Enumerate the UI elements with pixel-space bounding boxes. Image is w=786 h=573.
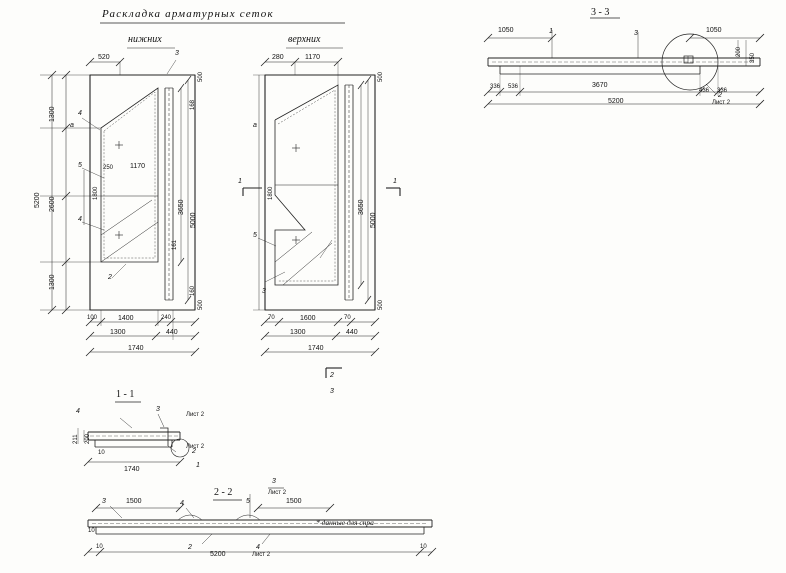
dim-1800b: 1800 xyxy=(268,186,274,200)
dim-5200-sec33: 5200 xyxy=(608,98,624,105)
dim-280: 280 xyxy=(272,54,284,61)
mark-5-left: 5 xyxy=(78,162,82,169)
dim-left-2600: 2600 xyxy=(49,196,56,212)
sheet-ref-sec11-a: Лист 2 xyxy=(186,412,205,418)
mark-2-sec22: 2 xyxy=(188,544,192,551)
dim-1740: 1740 xyxy=(128,345,144,352)
dim-1050b: 1050 xyxy=(706,27,722,34)
subtitle-upper: верхних xyxy=(288,34,321,45)
dim-top-520: 520 xyxy=(98,54,110,61)
mark-a-left: а xyxy=(70,122,74,129)
section-mark-1-left: 1 xyxy=(238,178,242,185)
section22-title: 2 - 2 xyxy=(214,487,233,498)
mark-2-sec33: 2 xyxy=(718,92,722,99)
mark-4-sec22: 4 xyxy=(180,500,184,507)
dim-70a: 70 xyxy=(268,315,275,321)
dim-1740c: 1740 xyxy=(124,466,140,473)
dim-1500b: 1500 xyxy=(286,498,302,505)
section-mark-1-right: 1 xyxy=(393,178,397,185)
mark-4-sec11: 4 xyxy=(76,408,80,415)
dim-200: 200 xyxy=(736,46,742,57)
mark-5-sec22: 5 xyxy=(246,498,250,505)
dim-168: 168 xyxy=(190,99,196,110)
dim-1740b: 1740 xyxy=(308,345,324,352)
dim-240: 240 xyxy=(161,315,172,321)
sheet-ref-sec11-b: Лист 2 xyxy=(186,444,205,450)
dim-10c: 10 xyxy=(88,528,95,534)
dim-10d: 10 xyxy=(96,544,103,550)
reference-note: * данные для спра xyxy=(316,518,374,527)
dim-70b: 70 xyxy=(344,315,351,321)
dim-161: 161 xyxy=(172,239,178,250)
dim-10e: 10 xyxy=(420,544,427,550)
section33-title: 3 - 3 xyxy=(591,7,610,18)
sheet-ref-sec33: Лист 2 xyxy=(712,100,731,106)
dim-1170: 1170 xyxy=(130,163,146,170)
dim-500c: 500 xyxy=(378,71,384,82)
mark-3-right: 3 xyxy=(262,288,266,295)
dim-left-1300a: 1300 xyxy=(49,106,56,122)
mark-4-left: 4 xyxy=(78,110,82,117)
dim-500d: 500 xyxy=(378,299,384,310)
dim-1300c: 1300 xyxy=(110,329,126,336)
dim-211: 211 xyxy=(73,434,79,444)
sheet-ref-sec22-b: Лист 2 xyxy=(252,552,271,558)
sheet-ref-sec22-a: Лист 2 xyxy=(268,490,287,496)
mark-1-sec33: 1 xyxy=(549,28,553,35)
dim-3670: 3670 xyxy=(592,82,608,89)
mark-3-left: 3 xyxy=(175,50,179,57)
sheet-title: Раскладка арматурных сеток xyxy=(102,8,274,20)
mark-a-right: а xyxy=(253,122,257,129)
section-mark-2: 2 xyxy=(330,372,334,379)
mark-2-sec11: 2 xyxy=(192,448,196,455)
dim-440b: 440 xyxy=(346,329,358,336)
mark-3-sec11: 3 xyxy=(156,406,160,413)
dim-5200b: 5200 xyxy=(210,551,226,558)
dim-536: 536 xyxy=(508,84,519,90)
mark-1-sec11: 1 xyxy=(196,462,200,469)
dim-1170b: 1170 xyxy=(305,54,321,61)
dim-1400: 1400 xyxy=(118,315,134,322)
dim-440: 440 xyxy=(166,329,178,336)
dim-350: 350 xyxy=(750,52,756,63)
dim-250: 250 xyxy=(103,165,114,171)
dim-3650: 3650 xyxy=(178,199,185,215)
dim-1300d: 1300 xyxy=(290,329,306,336)
mark-4b-sec22: 4 xyxy=(256,544,260,551)
dim-500b: 500 xyxy=(198,299,204,310)
dim-1050a: 1050 xyxy=(498,27,514,34)
mark-5-right: 5 xyxy=(253,232,257,239)
dim-1600: 1600 xyxy=(300,315,316,322)
plan-upper-outline xyxy=(265,75,375,310)
dim-5000: 5000 xyxy=(190,212,197,228)
subtitle-lower: нижних xyxy=(128,34,162,45)
mark-2-left: 2 xyxy=(108,274,112,281)
dim-336: 336 xyxy=(490,84,501,90)
mark-3-sec33: 3 xyxy=(634,30,638,37)
mark-4b-left: 4 xyxy=(78,216,82,223)
plan-lower-mesh-outline xyxy=(101,88,158,262)
mark-3-sec22-top: 3 xyxy=(272,478,276,485)
dim-336b: 336 xyxy=(717,88,728,94)
dim-3650b: 3650 xyxy=(358,199,365,215)
dim-436: 436 xyxy=(699,88,710,94)
dim-160: 160 xyxy=(190,285,196,296)
dim-100: 100 xyxy=(87,315,98,321)
plan-lower-outline xyxy=(90,75,195,310)
dim-left-1300b: 1300 xyxy=(49,274,56,290)
section-mark-3: 3 xyxy=(330,388,334,395)
dim-200b: 200 xyxy=(85,433,91,444)
dim-10a: 10 xyxy=(98,450,105,456)
dim-left-5200: 5200 xyxy=(34,192,41,208)
section11-title: 1 - 1 xyxy=(116,389,135,400)
dim-5000b: 5000 xyxy=(370,212,377,228)
dim-1800: 1800 xyxy=(93,186,99,200)
dim-1500a: 1500 xyxy=(126,498,142,505)
mark-3-sec22: 3 xyxy=(102,498,106,505)
dim-500a: 500 xyxy=(198,71,204,82)
